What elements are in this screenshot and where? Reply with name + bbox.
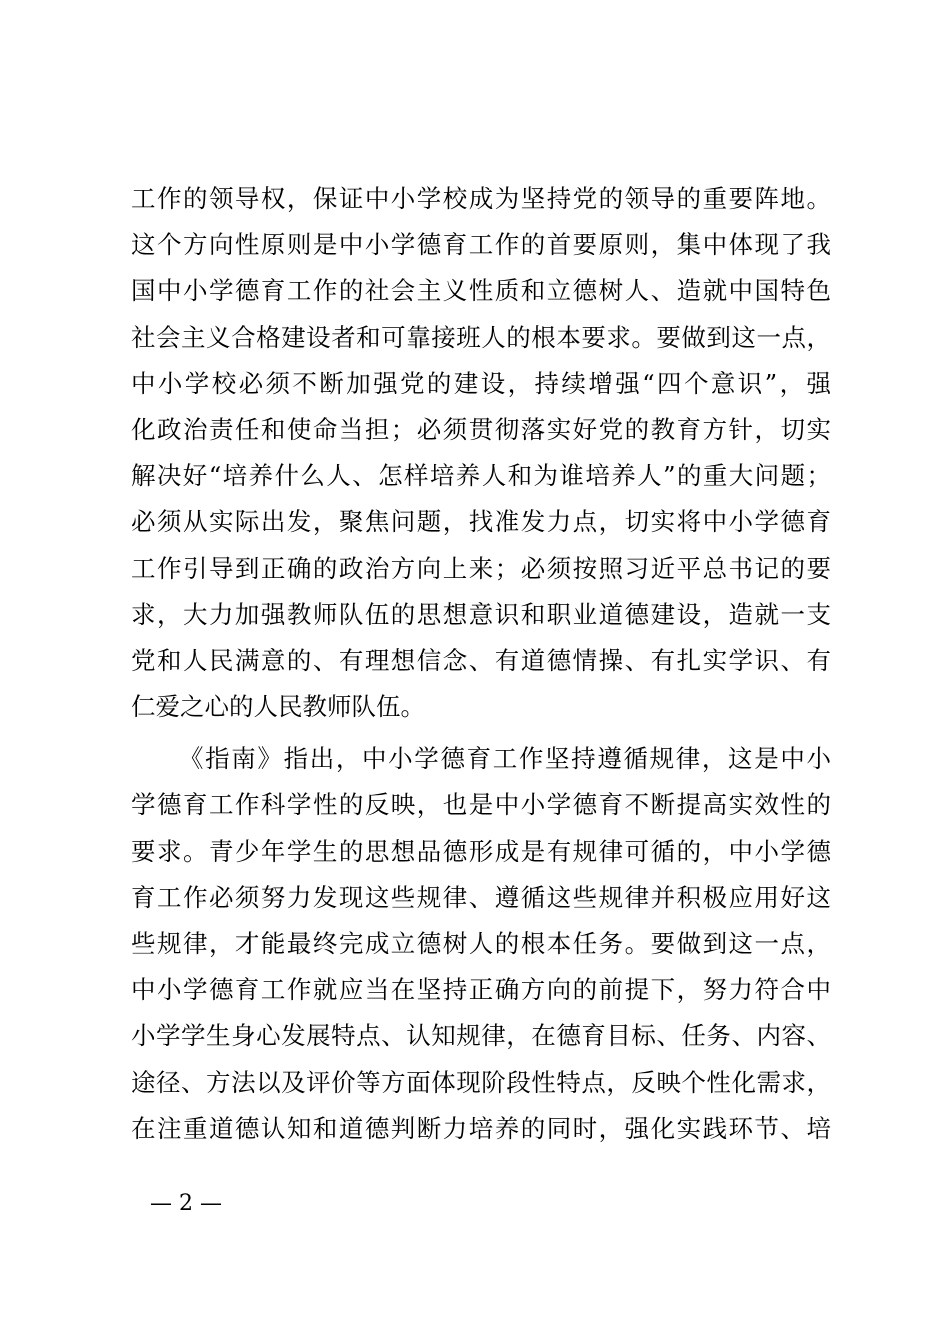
text-line: 些规律，才能最终完成立德树人的根本任务。要做到这一点， [131, 929, 831, 958]
text-line: 工作引导到正确的政治方向上来；必须按照习近平总书记的要 [131, 553, 831, 583]
text-line: 中小学校必须不断加强党的建设，持续增强“四个意识”，强 [131, 368, 831, 398]
text-line: 小学学生身心发展特点、认知规律，在德育目标、任务、内容、 [131, 1021, 831, 1051]
text-line: 这个方向性原则是中小学德育工作的首要原则，集中体现了我 [131, 230, 831, 260]
text-line: 仁爱之心的人民教师队伍。 [131, 692, 425, 722]
page-number: — 2 — [150, 1191, 222, 1216]
body-text [131, 176, 831, 1152]
text-line: 中小学德育工作就应当在坚持正确方向的前提下，努力符合中 [131, 975, 831, 1005]
text-line: 工作的领导权，保证中小学校成为坚持党的领导的重要阵地。 [131, 184, 831, 213]
paragraph-2 [131, 736, 831, 1152]
text-line: 要求。青少年学生的思想品德形成是有规律可循的，中小学德 [131, 836, 831, 866]
text-line: 化政治责任和使命当担；必须贯彻落实好党的教育方针，切实 [131, 414, 831, 444]
text-line: 学德育工作科学性的反映，也是中小学德育不断提高实效性的 [131, 790, 831, 820]
text-line: 途径、方法以及评价等方面体现阶段性特点，反映个性化需求， [131, 1067, 831, 1097]
text-line: 党和人民满意的、有理想信念、有道德情操、有扎实学识、有 [131, 645, 831, 675]
text-line: 《指南》指出，中小学德育工作坚持遵循规律，这是中小 [179, 744, 831, 774]
text-line: 社会主义合格建设者和可靠接班人的根本要求。要做到这一点， [131, 322, 831, 352]
text-line: 育工作必须努力发现这些规律、遵循这些规律并积极应用好这 [131, 882, 831, 912]
text-line: 求，大力加强教师队伍的思想意识和职业道德建设，造就一支 [131, 599, 831, 629]
paragraph-1 [131, 176, 831, 730]
text-line: 必须从实际出发，聚焦问题，找准发力点，切实将中小学德育 [131, 507, 831, 537]
text-line: 解决好“培养什么人、怎样培养人和为谁培养人”的重大问题； [131, 461, 831, 491]
text-line: 在注重道德认知和道德判断力培养的同时，强化实践环节、培 [131, 1113, 831, 1143]
text-line: 国中小学德育工作的社会主义性质和立德树人、造就中国特色 [131, 276, 831, 306]
